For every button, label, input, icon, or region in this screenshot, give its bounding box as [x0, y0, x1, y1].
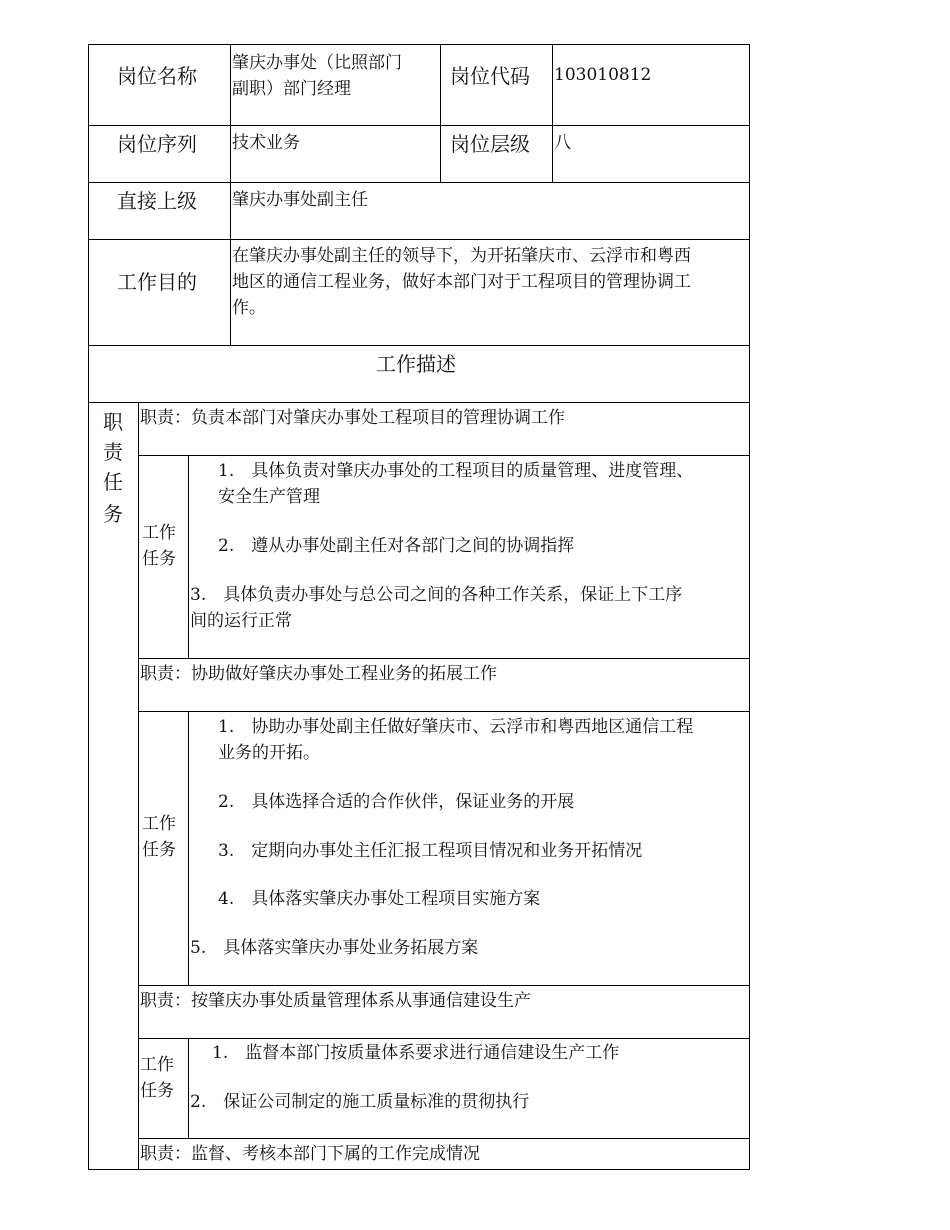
- task-item: 安全生产管理: [218, 487, 320, 507]
- duty-text: 职责：协助做好肇庆办事处工程业务的拓展工作: [140, 664, 497, 684]
- side-label-char: 务: [103, 502, 123, 526]
- task-label: 任务: [142, 549, 176, 569]
- col-divider: [552, 44, 553, 183]
- superior-label: 直接上级: [117, 189, 197, 213]
- row-divider: [138, 455, 750, 456]
- sequence-value: 技术业务: [232, 133, 300, 153]
- side-label-char: 职: [103, 410, 123, 434]
- position-name-value-line2: 副职）部门经理: [232, 79, 351, 99]
- row-divider: [138, 985, 750, 986]
- position-code-value: 103010812: [554, 65, 652, 85]
- col-divider: [188, 455, 189, 659]
- level-label: 岗位层级: [450, 132, 530, 156]
- task-item: 3. 定期向办事处主任汇报工程项目情况和业务开拓情况: [218, 841, 643, 861]
- row-divider: [138, 711, 750, 712]
- task-label: 任务: [142, 840, 176, 860]
- row-divider: [138, 658, 750, 659]
- purpose-line: 在肇庆办事处副主任的领导下，为开拓肇庆市、云浮市和粤西: [232, 246, 691, 266]
- row-divider: [138, 1038, 750, 1039]
- task-item: 4. 具体落实肇庆办事处工程项目实施方案: [218, 889, 541, 909]
- duty-text: 职责：负责本部门对肇庆办事处工程项目的管理协调工作: [140, 408, 565, 428]
- section-title: 工作描述: [376, 352, 456, 376]
- task-item: 2. 遵从办事处副主任对各部门之间的协调指挥: [218, 536, 575, 556]
- level-value: 八: [554, 133, 571, 153]
- row-divider: [88, 345, 750, 346]
- purpose-label: 工作目的: [117, 270, 197, 294]
- position-name-label: 岗位名称: [117, 64, 197, 88]
- task-item: 1. 协助办事处副主任做好肇庆市、云浮市和粤西地区通信工程: [218, 717, 694, 737]
- duty-text: 职责：监督、考核本部门下属的工作完成情况: [140, 1144, 480, 1164]
- sequence-label: 岗位序列: [117, 132, 197, 156]
- task-label: 工作: [142, 814, 176, 834]
- duty-text: 职责：按肇庆办事处质量管理体系从事通信建设生产: [140, 991, 531, 1011]
- row-divider: [88, 402, 750, 403]
- position-code-label: 岗位代码: [450, 64, 530, 88]
- row-divider: [138, 1138, 750, 1139]
- superior-value: 肇庆办事处副主任: [232, 190, 368, 210]
- row-divider: [88, 239, 750, 240]
- row-divider: [88, 125, 750, 126]
- position-name-value-line1: 肇庆办事处（比照部门: [232, 53, 402, 73]
- task-item: 1. 监督本部门按质量体系要求进行通信建设生产工作: [212, 1043, 620, 1063]
- task-label: 工作: [140, 1055, 174, 1075]
- task-item: 3. 具体负责办事处与总公司之间的各种工作关系，保证上下工序: [190, 585, 683, 605]
- task-item: 2. 保证公司制定的施工质量标准的贯彻执行: [190, 1092, 530, 1112]
- task-item: 2. 具体选择合适的合作伙伴，保证业务的开展: [218, 792, 575, 812]
- col-divider: [188, 711, 189, 986]
- purpose-line: 作。: [232, 298, 266, 318]
- col-divider: [138, 402, 139, 1170]
- task-item: 业务的开拓。: [218, 743, 320, 763]
- task-item: 5. 具体落实肇庆办事处业务拓展方案: [190, 938, 479, 958]
- task-label: 工作: [142, 523, 176, 543]
- task-item: 间的运行正常: [190, 611, 292, 631]
- side-label-char: 责: [103, 440, 123, 464]
- task-item: 1. 具体负责对肇庆办事处的工程项目的质量管理、进度管理、: [218, 461, 694, 481]
- col-divider: [188, 1038, 189, 1139]
- row-divider: [88, 182, 750, 183]
- col-divider: [440, 44, 441, 183]
- task-label: 任务: [140, 1081, 174, 1101]
- col-divider: [230, 44, 231, 346]
- purpose-line: 地区的通信工程业务，做好本部门对于工程项目的管理协调工: [232, 272, 691, 292]
- side-label-char: 任: [103, 470, 123, 494]
